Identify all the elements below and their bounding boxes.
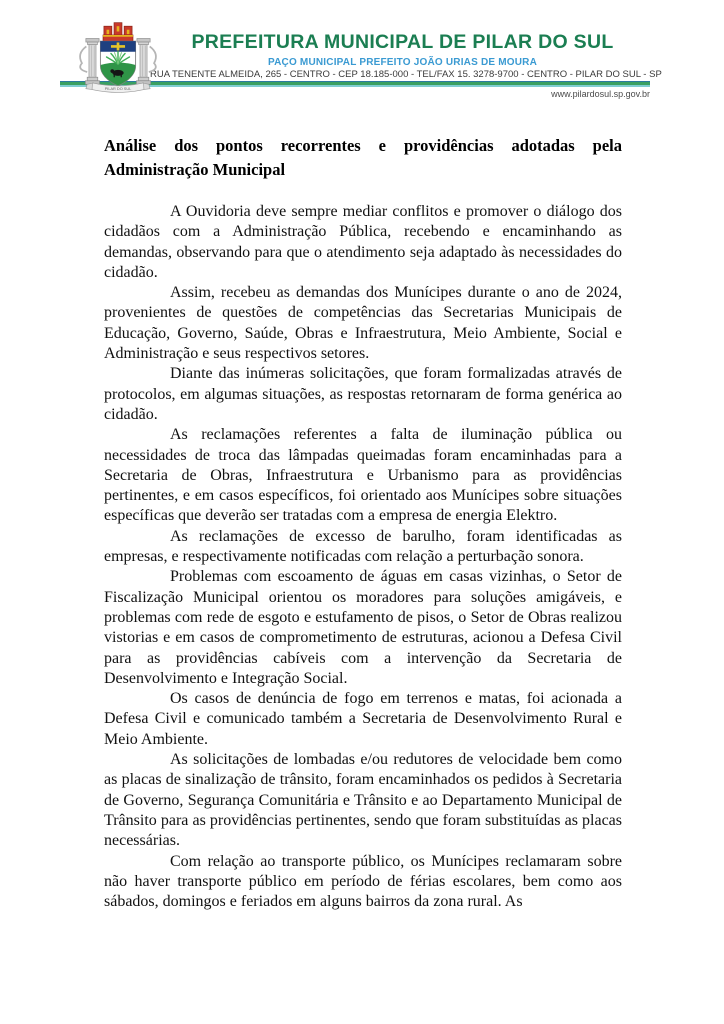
letterhead — [0, 0, 724, 110]
coat-of-arms-icon — [74, 13, 162, 101]
body-paragraph-4: As reclamações referentes a falta de iluminação pública ou necessidades de troca das lâmpadas queimadas foram encaminhadas para a Secretaria de Obras, Infraestrutura e Urbanismo para as providências pertinentes, e em casos específicos, foi orientado aos Munícipes sobre situações específicas que deverão ser tratadas com a empresa de energia Elektro. — [104, 426, 622, 525]
body-paragraph-1: A Ouvidoria deve sempre mediar conflitos e promover o diálogo dos cidadãos com a Administração Pública, recebendo e encaminhando as demandas, observando para que o atendimento seja adaptado às necessidades do cidadão. — [104, 203, 622, 281]
body-paragraph-9: Com relação ao transporte público, os Munícipes reclamaram sobre não haver transporte público em período de férias escolares, bem como aos sábados, domingos e feriados em alguns bairros da zona rural. As — [104, 852, 622, 911]
palace-name: PAÇO MUNICIPAL PREFEITO JOÃO URIAS DE MOURA — [268, 57, 537, 68]
document-body — [104, 134, 622, 912]
body-paragraph-2: Assim, recebeu as demandas dos Munícipes durante o ano de 2024, provenientes de questões de competências das Secretarias Municipais de Educação, Governo, Saúde, Obras e Infraestrutura, Meio Ambiente, Social e Administração e seus respectivos setores. — [104, 284, 622, 363]
body-paragraph-5: As reclamações de excesso de barulho, foram identificadas as empresas, e respectivamente notificadas com relação a perturbação sonora. — [104, 527, 622, 566]
body-paragraph-3: Diante das inúmeras solicitações, que foram formalizadas através de protocolos, em algumas situações, as respostas retornaram de forma genérica ao cidadão. — [104, 365, 622, 423]
coat-of-arms-logo — [74, 13, 162, 101]
address-line: RUA TENENTE ALMEIDA, 265 - CENTRO - CEP 18.185-000 - TEL/FAX 15. 3278-9700 - CENTRO - PILAR DO SUL - SP — [150, 69, 662, 80]
body-paragraph-6: Problemas com escoamento de águas em casas vizinhas, o Setor de Fiscalização Municipal orientou os moradores para soluções amigáveis, e problemas com rede de esgoto e estufamento de pisos, o Setor de Obras realizou vistorias e em casos de comprometimento de estruturas, acionou a Defesa Civil para as providências cabíveis com a intervenção da Secretaria de Desenvolvimento e Integração Social. — [104, 568, 622, 687]
body-paragraph-7: Os casos de denúncia de fogo em terrenos e matas, foi acionada a Defesa Civil e comunicado também a Secretaria de Desenvolvimento Rural e Meio Ambiente. — [104, 690, 622, 748]
body-paragraph-8: As solicitações de lombadas e/ou redutores de velocidade bem como as placas de sinalização de trânsito, foram encaminhados os pedidos à Secretaria de Governo, Segurança Comunitária e Trânsito e ao Departamento Municipal de Trânsito para as providências pertinentes, sendo que foram substituídas as placas necessárias. — [104, 751, 622, 850]
website-url: www.pilardosul.sp.gov.br — [551, 89, 650, 99]
document-heading: Análise dos pontos recorrentes e providências adotadas pela Administração Municipal — [104, 136, 622, 179]
municipality-name: PREFEITURA MUNICIPAL DE PILAR DO SUL — [191, 31, 614, 53]
crest-ribbon-text: PILAR DO SUL — [104, 86, 132, 92]
